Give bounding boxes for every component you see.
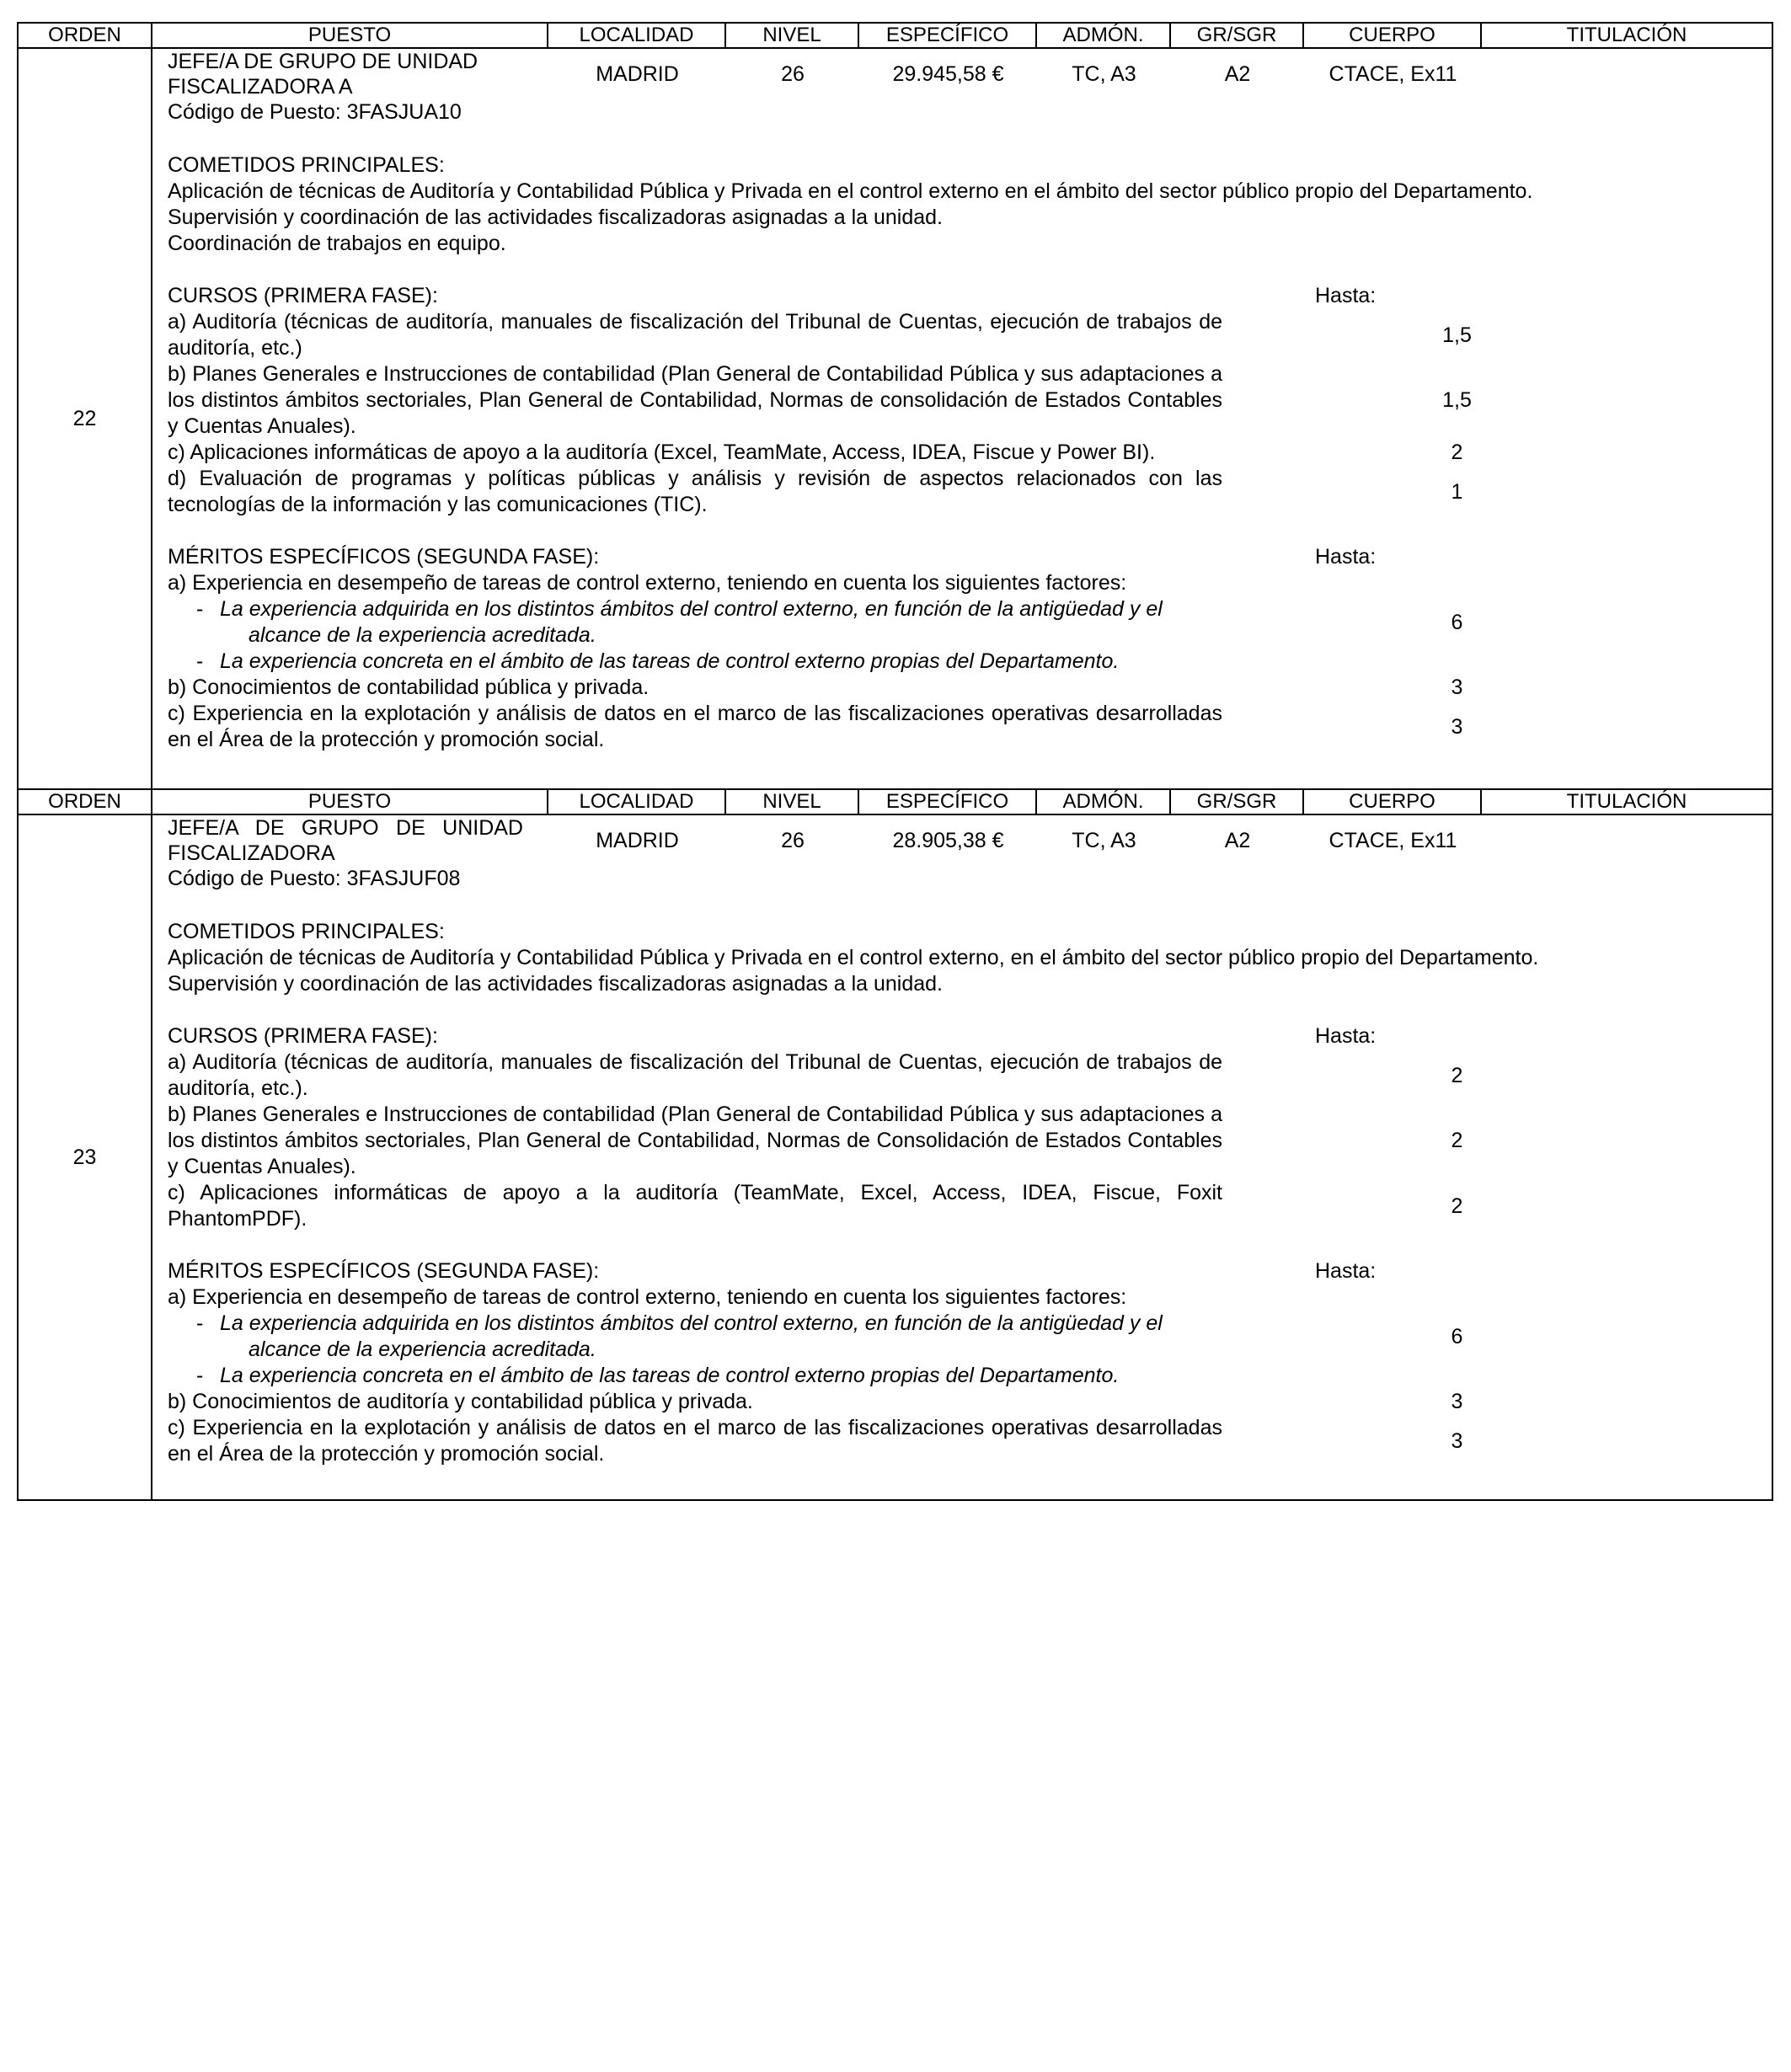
puesto-line: JEFE/A DE GRUPO DE UNIDAD (168, 50, 478, 73)
merito-subitem: - La experiencia concreta en el ámbito de las tareas de control externo propias del Departamento. (196, 1364, 1120, 1387)
positions-table (17, 22, 1773, 1501)
header-puesto: PUESTO (152, 789, 548, 814)
puesto-block (168, 49, 523, 125)
entry-body (152, 814, 1772, 1500)
cometido-item: Supervisión y coordinación de las actividades fiscalizadoras asignadas a la unidad. (168, 972, 943, 996)
header-especifico: ESPECÍFICO (858, 789, 1036, 814)
header-especifico: ESPECÍFICO (858, 23, 1036, 48)
nivel-value: 26 (781, 62, 805, 86)
hasta-label: Hasta: (1315, 1024, 1377, 1048)
puesto-line: FISCALIZADORA A (168, 75, 353, 99)
cuerpo-value: CTACE, Ex11 (1329, 829, 1457, 852)
header-localidad: LOCALIDAD (548, 789, 725, 814)
merito-item: c) Experiencia en la explotación y análisis de datos en el marco de las fiscalizaciones operativas desarrolladas en el Área de la protección y promoción social. (168, 702, 1222, 751)
merito-subitem: - La experiencia adquirida en los distintos ámbitos del control externo, en función de la antigüedad y el alcance de la experiencia acreditada. (196, 1311, 1163, 1361)
curso-item: d) Evaluación de programas y políticas públicas y análisis y revisión de aspectos relacionados con las tecnologías de la información y las comunicaciones (TIC). (168, 467, 1222, 516)
header-orden: ORDEN (18, 23, 152, 48)
localidad-value: MADRID (596, 829, 679, 852)
grsgr-value: A2 (1224, 829, 1251, 852)
nivel-value: 26 (781, 829, 805, 852)
header-orden: ORDEN (18, 789, 152, 814)
curso-points: 2 (1451, 1063, 1463, 1087)
merito-points: 3 (1451, 1429, 1463, 1453)
section-title: MÉRITOS ESPECÍFICOS (SEGUNDA FASE): (168, 1259, 600, 1283)
merito-points: 3 (1451, 714, 1463, 739)
especifico-value: 28.905,38 € (892, 829, 1004, 852)
localidad-value: MADRID (596, 62, 679, 86)
cursos-section (168, 1023, 1756, 1232)
cuerpo-value: CTACE, Ex11 (1329, 62, 1457, 86)
especifico-value: 29.945,58 € (892, 62, 1004, 86)
merito-item: a) Experiencia en desempeño de tareas de control externo, teniendo en cuenta los siguientes factores: (168, 571, 1127, 595)
entry-body (152, 48, 1772, 789)
merito-points: 3 (1451, 1390, 1463, 1413)
header-titulacion: TITULACIÓN (1481, 23, 1772, 48)
document-sheet (17, 22, 1772, 1501)
meritos-section (168, 1258, 1756, 1467)
cursos-section (168, 283, 1756, 518)
header-nivel: NIVEL (725, 789, 858, 814)
cometidos-section (168, 152, 1756, 257)
curso-item: b) Planes Generales e Instrucciones de contabilidad (Plan General de Contabilidad Pública y sus adaptaciones a los distintos ámbitos sectoriales, Plan General de Contabilidad, Normas de consolidación de Estados Contables y Cuentas Anuales). (168, 362, 1222, 438)
cometidos-section (168, 919, 1756, 997)
merito-points: 3 (1451, 676, 1463, 699)
header-grsgr: GR/SGR (1170, 23, 1303, 48)
table-row (18, 814, 1772, 1500)
section-title: COMETIDOS PRINCIPALES: (168, 153, 445, 177)
merito-item: b) Conocimientos de auditoría y contabilidad pública y privada. (168, 1390, 753, 1413)
merito-item: a) Experiencia en desempeño de tareas de control externo, teniendo en cuenta los siguientes factores: (168, 1285, 1127, 1309)
curso-points: 1 (1451, 479, 1463, 504)
orden-value: 22 (18, 48, 152, 789)
table-header-row (18, 23, 1772, 48)
merito-subitem: - La experiencia concreta en el ámbito de las tareas de control externo propias del Departamento. (196, 649, 1120, 673)
section-title: COMETIDOS PRINCIPALES: (168, 920, 445, 943)
merito-item: b) Conocimientos de contabilidad pública y privada. (168, 676, 650, 699)
hasta-label: Hasta: (1315, 284, 1377, 307)
curso-points: 2 (1451, 441, 1463, 464)
header-titulacion: TITULACIÓN (1481, 789, 1772, 814)
section-title: CURSOS (PRIMERA FASE): (168, 284, 438, 307)
meritos-section (168, 544, 1756, 753)
admon-value: TC, A3 (1072, 62, 1136, 86)
header-nivel: NIVEL (725, 23, 858, 48)
curso-item: c) Aplicaciones informáticas de apoyo a la auditoría (Excel, TeamMate, Access, IDEA, Fiscue y Power BI). (168, 441, 1156, 464)
header-admon: ADMÓN. (1036, 789, 1170, 814)
grsgr-value: A2 (1224, 62, 1251, 86)
table-row (18, 48, 1772, 789)
merito-points: 6 (1451, 610, 1463, 634)
puesto-code: Código de Puesto: 3FASJUA10 (168, 100, 462, 124)
orden-value: 23 (18, 814, 152, 1500)
cometido-item: Aplicación de técnicas de Auditoría y Contabilidad Pública y Privada en el control externo, en el ámbito del sector público propio del Departamento. (168, 946, 1539, 969)
curso-points: 1,5 (1442, 323, 1472, 347)
merito-subitem: - La experiencia adquirida en los distintos ámbitos del control externo, en función de la antigüedad y el alcance de la experiencia acreditada. (196, 597, 1163, 647)
curso-points: 2 (1451, 1129, 1463, 1152)
header-puesto: PUESTO (152, 23, 548, 48)
hasta-label: Hasta: (1315, 545, 1377, 569)
header-localidad: LOCALIDAD (548, 23, 725, 48)
curso-item: a) Auditoría (técnicas de auditoría, manuales de fiscalización del Tribunal de Cuentas, ejecución de trabajos de auditoría, etc.). (168, 1050, 1222, 1100)
puesto-code: Código de Puesto: 3FASJUF08 (168, 867, 461, 890)
table-header-row (18, 789, 1772, 814)
curso-item: c) Aplicaciones informáticas de apoyo a la auditoría (TeamMate, Excel, Access, IDEA, Fiscue, Foxit PhantomPDF). (168, 1181, 1222, 1231)
section-title: CURSOS (PRIMERA FASE): (168, 1024, 438, 1048)
header-admon: ADMÓN. (1036, 23, 1170, 48)
puesto-block (168, 815, 523, 891)
curso-points: 1,5 (1442, 388, 1472, 412)
puesto-line: FISCALIZADORA (168, 841, 335, 865)
curso-points: 2 (1451, 1194, 1463, 1218)
section-title: MÉRITOS ESPECÍFICOS (SEGUNDA FASE): (168, 545, 600, 569)
header-cuerpo: CUERPO (1303, 23, 1481, 48)
admon-value: TC, A3 (1072, 829, 1136, 852)
puesto-line: JEFE/A DE GRUPO DE UNIDAD (168, 816, 523, 840)
cometido-item: Coordinación de trabajos en equipo. (168, 232, 506, 255)
cometido-item: Aplicación de técnicas de Auditoría y Contabilidad Pública y Privada en el control externo en el ámbito del sector público propio del Departamento. (168, 179, 1533, 203)
curso-item: b) Planes Generales e Instrucciones de contabilidad (Plan General de Contabilidad Pública y sus adaptaciones a los distintos ámbitos sectoriales, Plan General de Contabilidad, Normas de Consolidación de Estados Contables y Cuentas Anuales). (168, 1103, 1222, 1178)
merito-item: c) Experiencia en la explotación y análisis de datos en el marco de las fiscalizaciones operativas desarrolladas en el Área de la protección y promoción social. (168, 1416, 1222, 1466)
merito-points: 6 (1451, 1324, 1463, 1348)
header-cuerpo: CUERPO (1303, 789, 1481, 814)
cometido-item: Supervisión y coordinación de las actividades fiscalizadoras asignadas a la unidad. (168, 206, 943, 229)
header-grsgr: GR/SGR (1170, 789, 1303, 814)
hasta-label: Hasta: (1315, 1259, 1377, 1283)
curso-item: a) Auditoría (técnicas de auditoría, manuales de fiscalización del Tribunal de Cuentas, ejecución de trabajos de auditoría, etc.) (168, 310, 1222, 360)
